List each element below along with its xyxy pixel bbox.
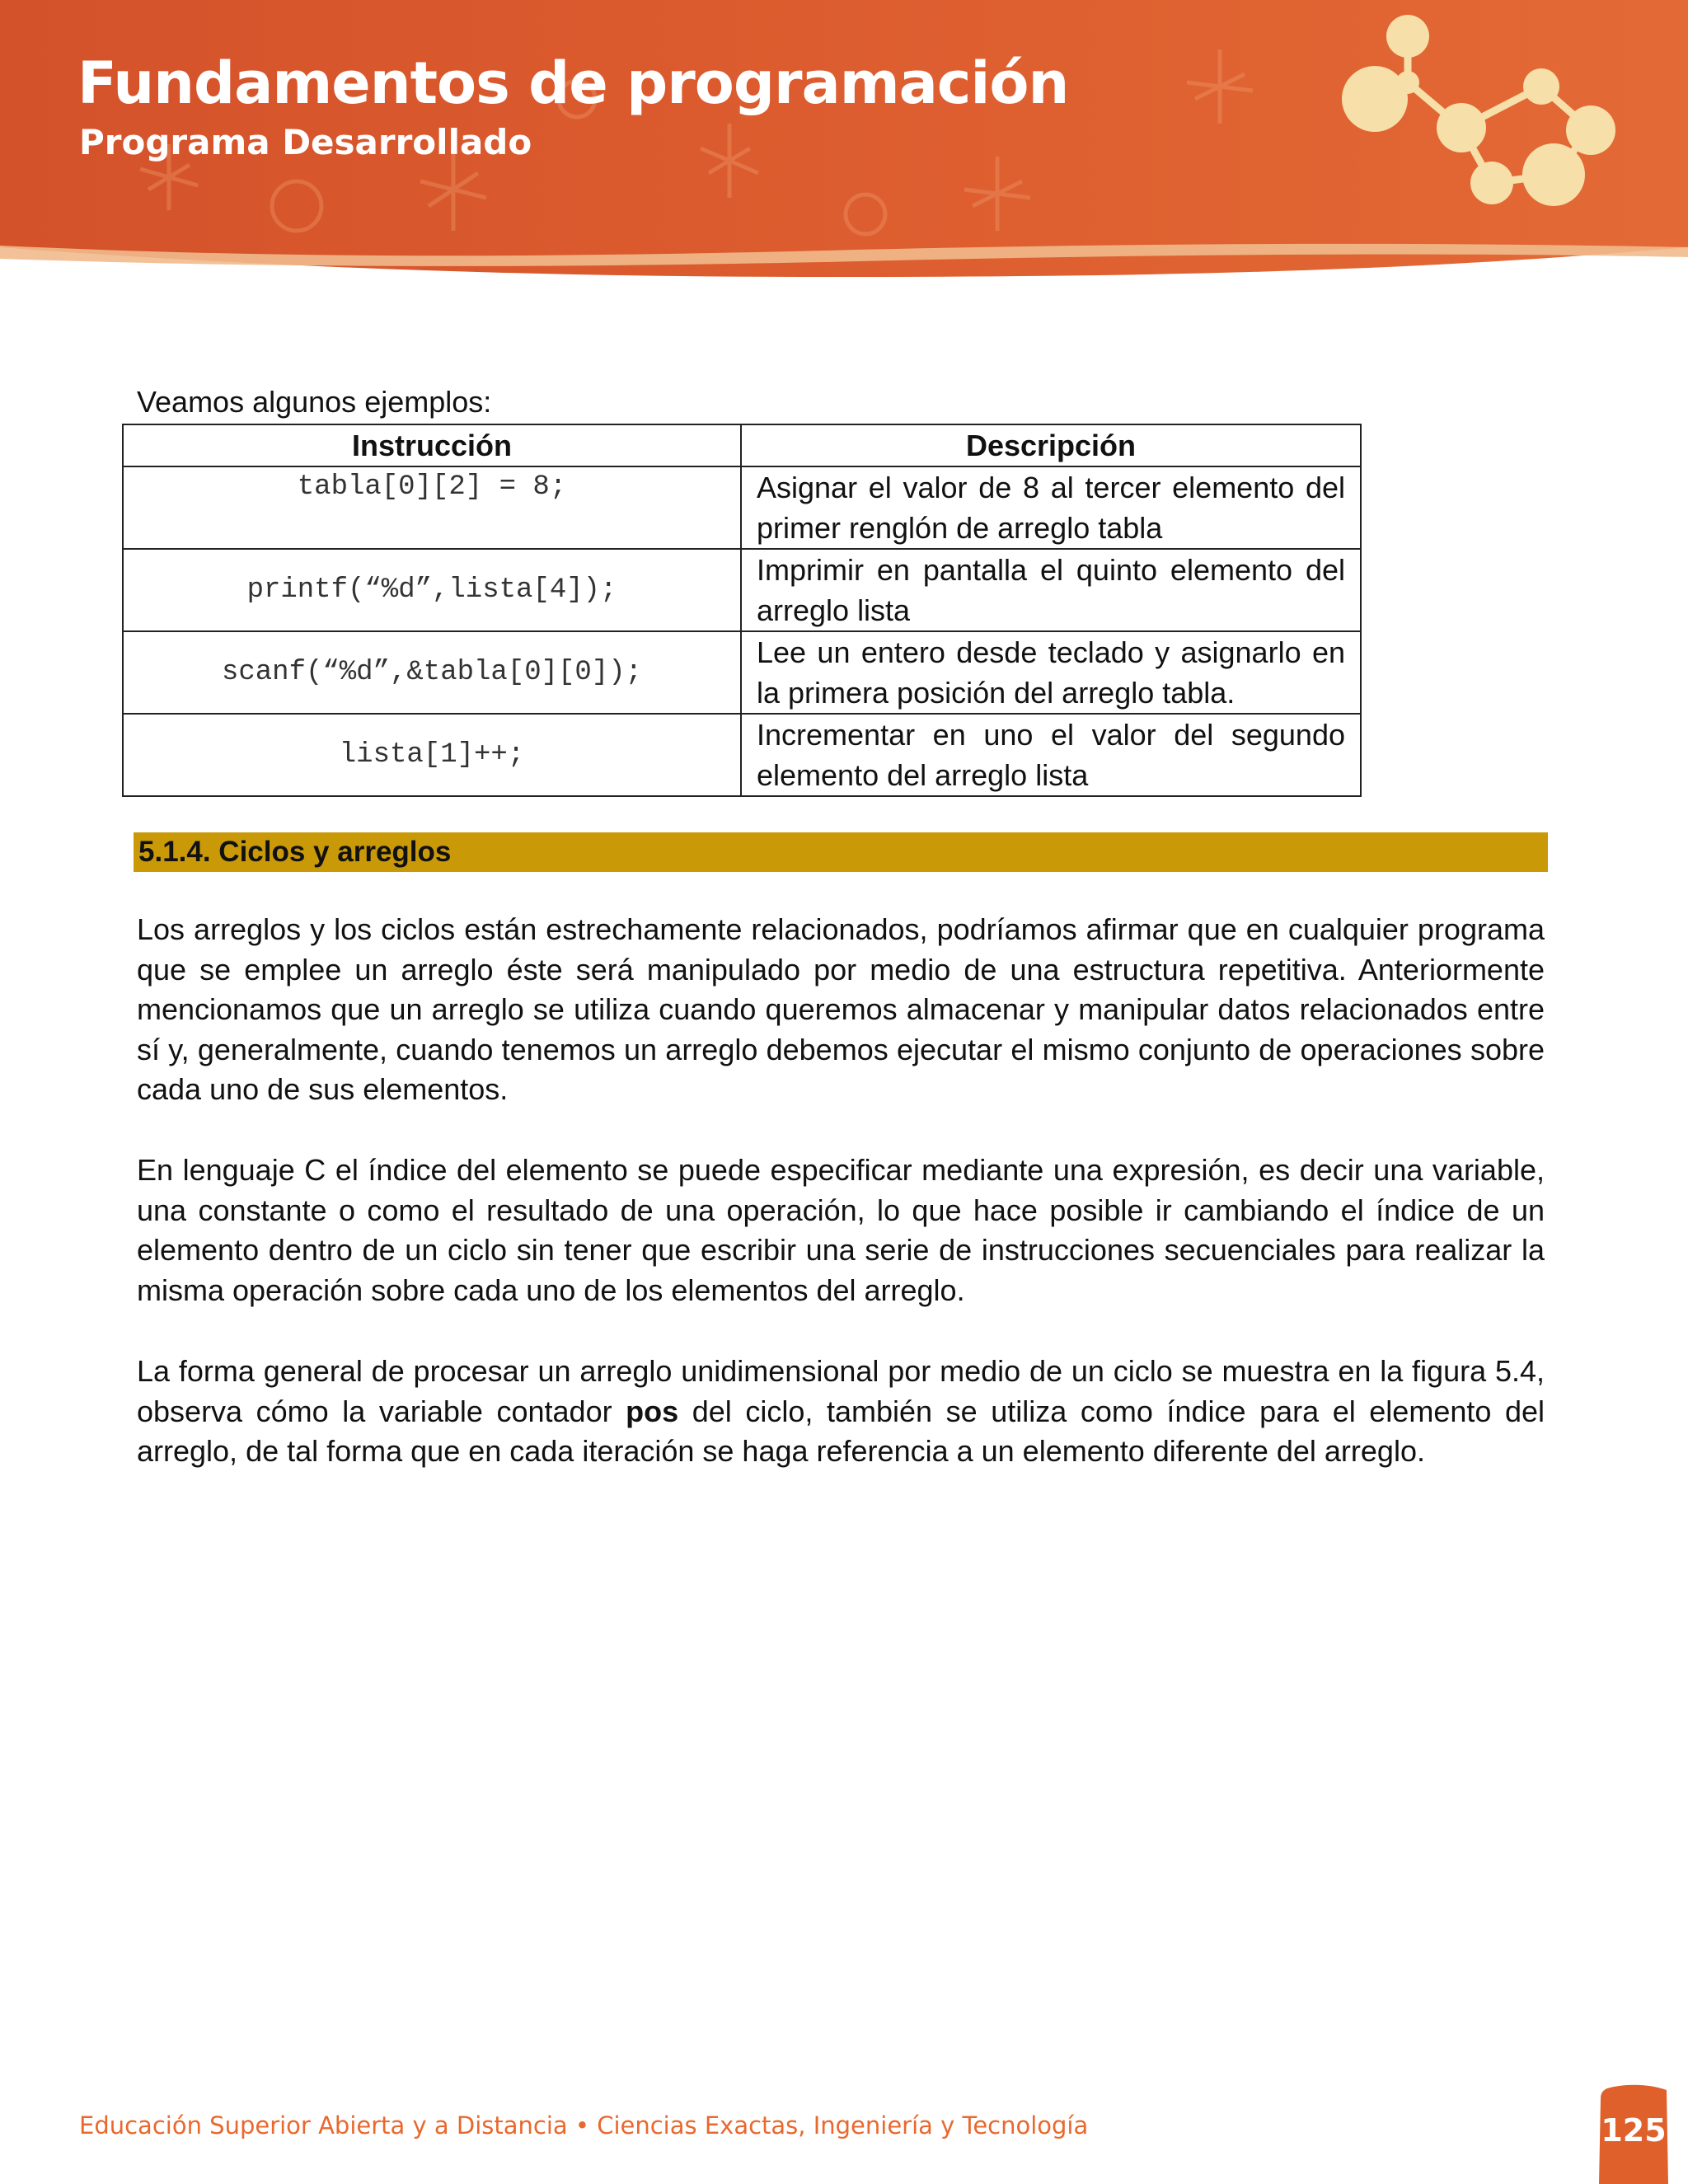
course-title: Fundamentos de programación xyxy=(77,49,1069,117)
page-number: 125 xyxy=(1601,2112,1667,2149)
table-row xyxy=(123,714,1361,796)
paragraph-3-start: La forma general de procesar un arreglo unidimensional por medio de un ciclo se muestra en la figura 5.4, observa cómo la variable contador xyxy=(137,1354,1545,1428)
paragraph-1: Los arreglos y los ciclos están estrechamente relacionados, podríamos afirmar que en cualquier programa que se emplee un arreglo éste será manipulado por medio de una estructura repetitiva. Anteriormente mencionamos que un arreglo se utiliza cuando queremos almacenar y manipular datos relacionados entre sí y, generalmente, cuando tenemos un arreglo debemos ejecutar el mismo conjunto de operaciones sobre cada uno de sus elementos. xyxy=(137,912,1545,1107)
examples-table xyxy=(122,424,1362,797)
code-cell: lista[1]++; xyxy=(123,714,741,796)
table-row xyxy=(123,466,1361,549)
paragraph-3 xyxy=(137,1352,1545,1472)
description-cell: Asignar el valor de 8 al tercer elemento del primer renglón de arreglo tabla xyxy=(741,466,1361,549)
code-cell: printf(“%d”,lista[4]); xyxy=(123,549,741,631)
paragraph-2: En lenguaje C el índice del elemento se puede especificar mediante una expresión, es decir una variable, una constante o como el resultado de una operación, lo que hace posible ir cambiando el índice de un elemento dentro de un ciclo sin tener que escribir una serie de instrucciones secuenciales para realizar la misma operación sobre cada uno de los elementos del arreglo. xyxy=(137,1153,1545,1307)
intro-text: Veamos algunos ejemplos: xyxy=(137,385,492,419)
column-header-descripcion: Descripción xyxy=(741,424,1361,466)
description-cell: Imprimir en pantalla el quinto elemento del arreglo lista xyxy=(741,549,1361,631)
description-cell: Incrementar en uno el valor del segundo elemento del arreglo lista xyxy=(741,714,1361,796)
section-heading-bar xyxy=(134,832,1548,872)
course-subtitle: Programa Desarrollado xyxy=(79,122,532,162)
paragraph-3-end: del ciclo, también se utiliza como índice para el elemento del arreglo, de tal forma que en cada iteración se haga referencia a un elemento diferente del arreglo. xyxy=(137,1394,1545,1469)
table-row xyxy=(123,631,1361,714)
page-header xyxy=(0,0,1688,297)
code-cell: tabla[0][2] = 8; xyxy=(123,466,741,549)
description-cell: Lee un entero desde teclado y asignarlo en la primera posición del arreglo tabla. xyxy=(741,631,1361,714)
table-row xyxy=(123,549,1361,631)
section-heading: 5.1.4. Ciclos y arreglos xyxy=(138,836,452,868)
column-header-instruccion: Instrucción xyxy=(123,424,741,466)
code-cell: scanf(“%d”,&tabla[0][0]); xyxy=(123,631,741,714)
footer-text: Educación Superior Abierta y a Distancia • Ciencias Exactas, Ingeniería y Tecnología xyxy=(79,2111,1089,2139)
variable-name-pos: pos xyxy=(626,1394,679,1428)
table-header-row xyxy=(123,424,1361,466)
